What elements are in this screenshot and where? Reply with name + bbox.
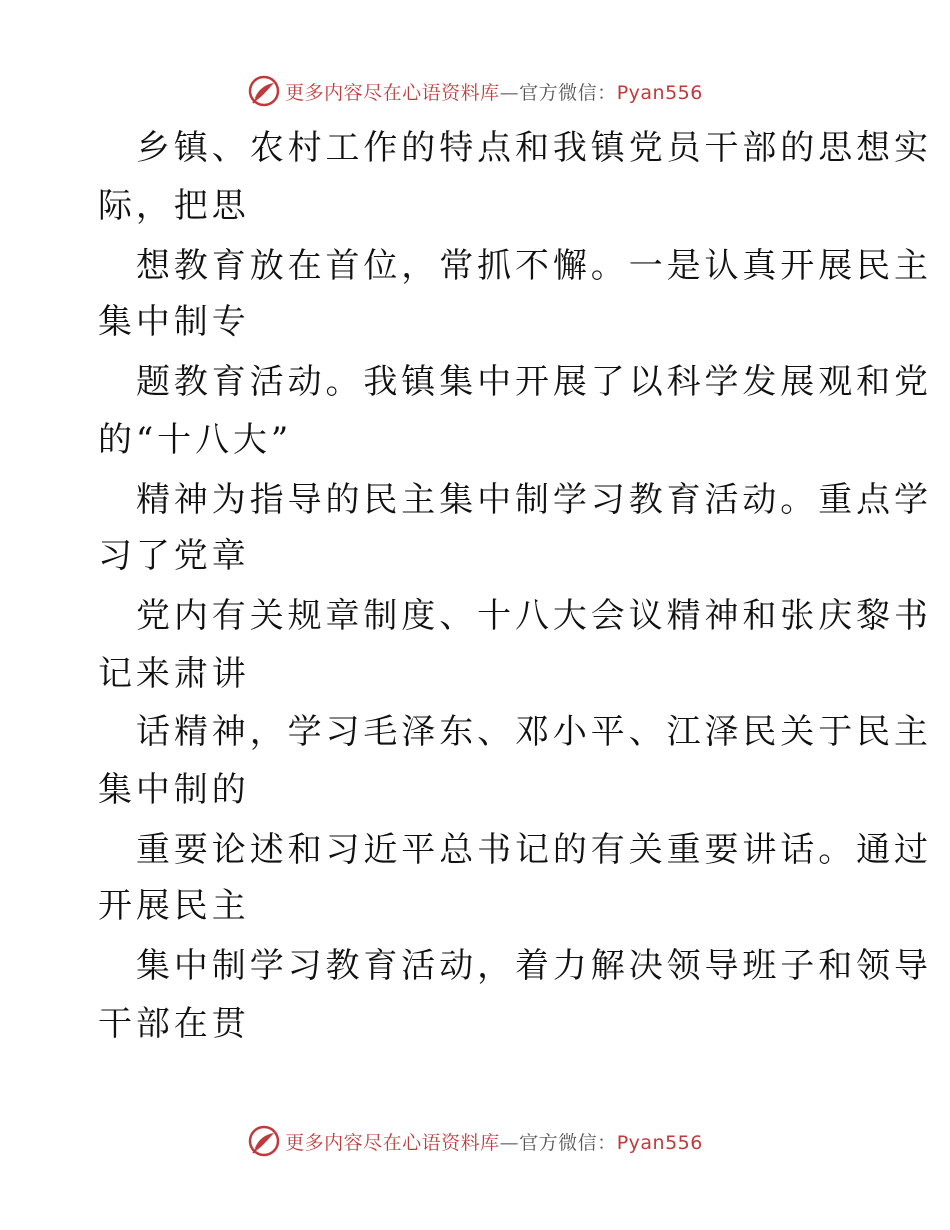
text-line: 记来肃讲 (98, 654, 250, 694)
header-banner-tail: 官方微信： (519, 81, 617, 104)
text-line: 党内有关规章制度、十八大会议精神和张庆黎书 (136, 596, 932, 636)
text-line: 干部在贯 (98, 1004, 250, 1044)
footer-banner (0, 1121, 950, 1161)
text-line: 的“十八大” (98, 420, 293, 460)
text-line: 想教育放在首位，常抓不懈。一是认真开展民主 (136, 246, 932, 286)
text-line: 集中制的 (98, 770, 250, 810)
text-line: 话精神，学习毛泽东、邓小平、江泽民关于民主 (136, 712, 932, 752)
footer-banner-dash: — (499, 1131, 520, 1154)
text-line: 乡镇、农村工作的特点和我镇党员干部的思想实 (136, 128, 932, 168)
footer-banner-text (285, 1128, 703, 1155)
text-line: 重要论述和习近平总书记的有关重要讲话。通过 (136, 830, 932, 870)
header-banner-dash: — (499, 81, 520, 104)
text-line: 习了党章 (98, 536, 250, 576)
text-line: 题教育活动。我镇集中开展了以科学发展观和党 (136, 362, 932, 402)
header-banner-id: Pyan556 (616, 81, 703, 104)
text-line: 精神为指导的民主集中制学习教育活动。重点学 (136, 480, 932, 520)
pen-logo-icon (247, 1124, 281, 1158)
text-line: 际，把思 (98, 186, 250, 226)
footer-banner-tail: 官方微信： (519, 1131, 617, 1154)
text-line: 集中制学习教育活动，着力解决领导班子和领导 (136, 946, 932, 986)
header-banner-main: 更多内容尽在心语资料库 (285, 81, 500, 104)
footer-banner-main: 更多内容尽在心语资料库 (285, 1131, 500, 1154)
footer-banner-id: Pyan556 (616, 1131, 703, 1154)
text-line: 开展民主 (98, 886, 250, 926)
text-line: 集中制专 (98, 302, 250, 342)
